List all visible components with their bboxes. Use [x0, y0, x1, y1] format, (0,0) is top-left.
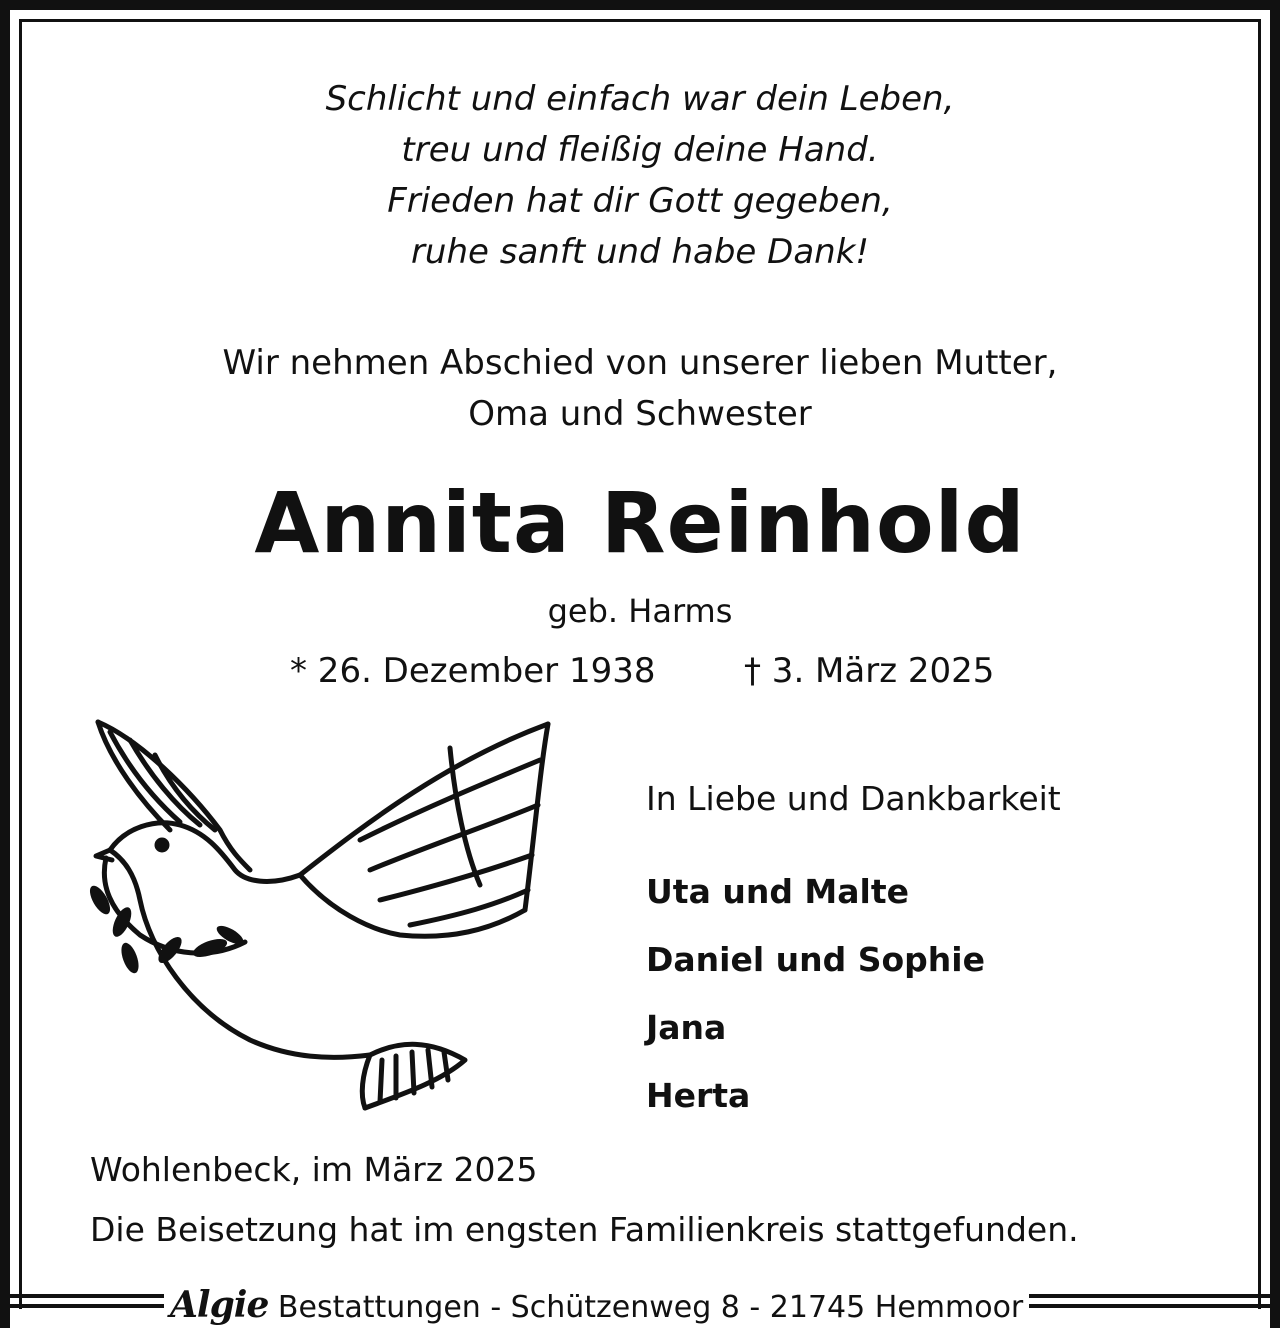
place-and-date: Wohlenbeck, im März 2025 [90, 1150, 538, 1189]
birth-name: geb. Harms [547, 592, 733, 630]
dove-with-olive-branch-icon [70, 710, 570, 1130]
list-item: Jana [646, 1008, 727, 1047]
memorial-poem [0, 74, 1280, 278]
list-item: Herta [646, 1076, 751, 1115]
list-item: Uta und Malte [646, 872, 910, 911]
poem-line: Frieden hat dir Gott gegeben, [387, 181, 893, 221]
intro-line: Wir nehmen Abschied von unserer lieben Mutter, [222, 343, 1058, 383]
poem-line: Schlicht und einfach war dein Leben, [325, 79, 955, 119]
death-date: † 3. März 2025 [744, 651, 995, 691]
poem-line: ruhe sanft und habe Dank! [410, 232, 870, 272]
poem-line: treu und fleißig deine Hand. [401, 130, 879, 170]
list-item: Daniel und Sophie [646, 940, 985, 979]
funeral-home-footer [164, 1282, 1029, 1328]
mourners-list [646, 858, 985, 1130]
burial-note: Die Beisetzung hat im engsten Familienkreis stattgefunden. [90, 1210, 1079, 1249]
deceased-name: Annita Reinhold [254, 474, 1026, 572]
funeral-home-address: Bestattungen - Schützenweg 8 - 21745 Hemmoor [277, 1290, 1024, 1325]
intro-line: Oma und Schwester [468, 394, 812, 434]
funeral-home-logo: Algie [170, 1284, 269, 1326]
farewell-intro [0, 338, 1280, 440]
birth-date: * 26. Dezember 1938 [290, 651, 656, 691]
mourners-intro: In Liebe und Dankbarkeit [646, 779, 1061, 818]
